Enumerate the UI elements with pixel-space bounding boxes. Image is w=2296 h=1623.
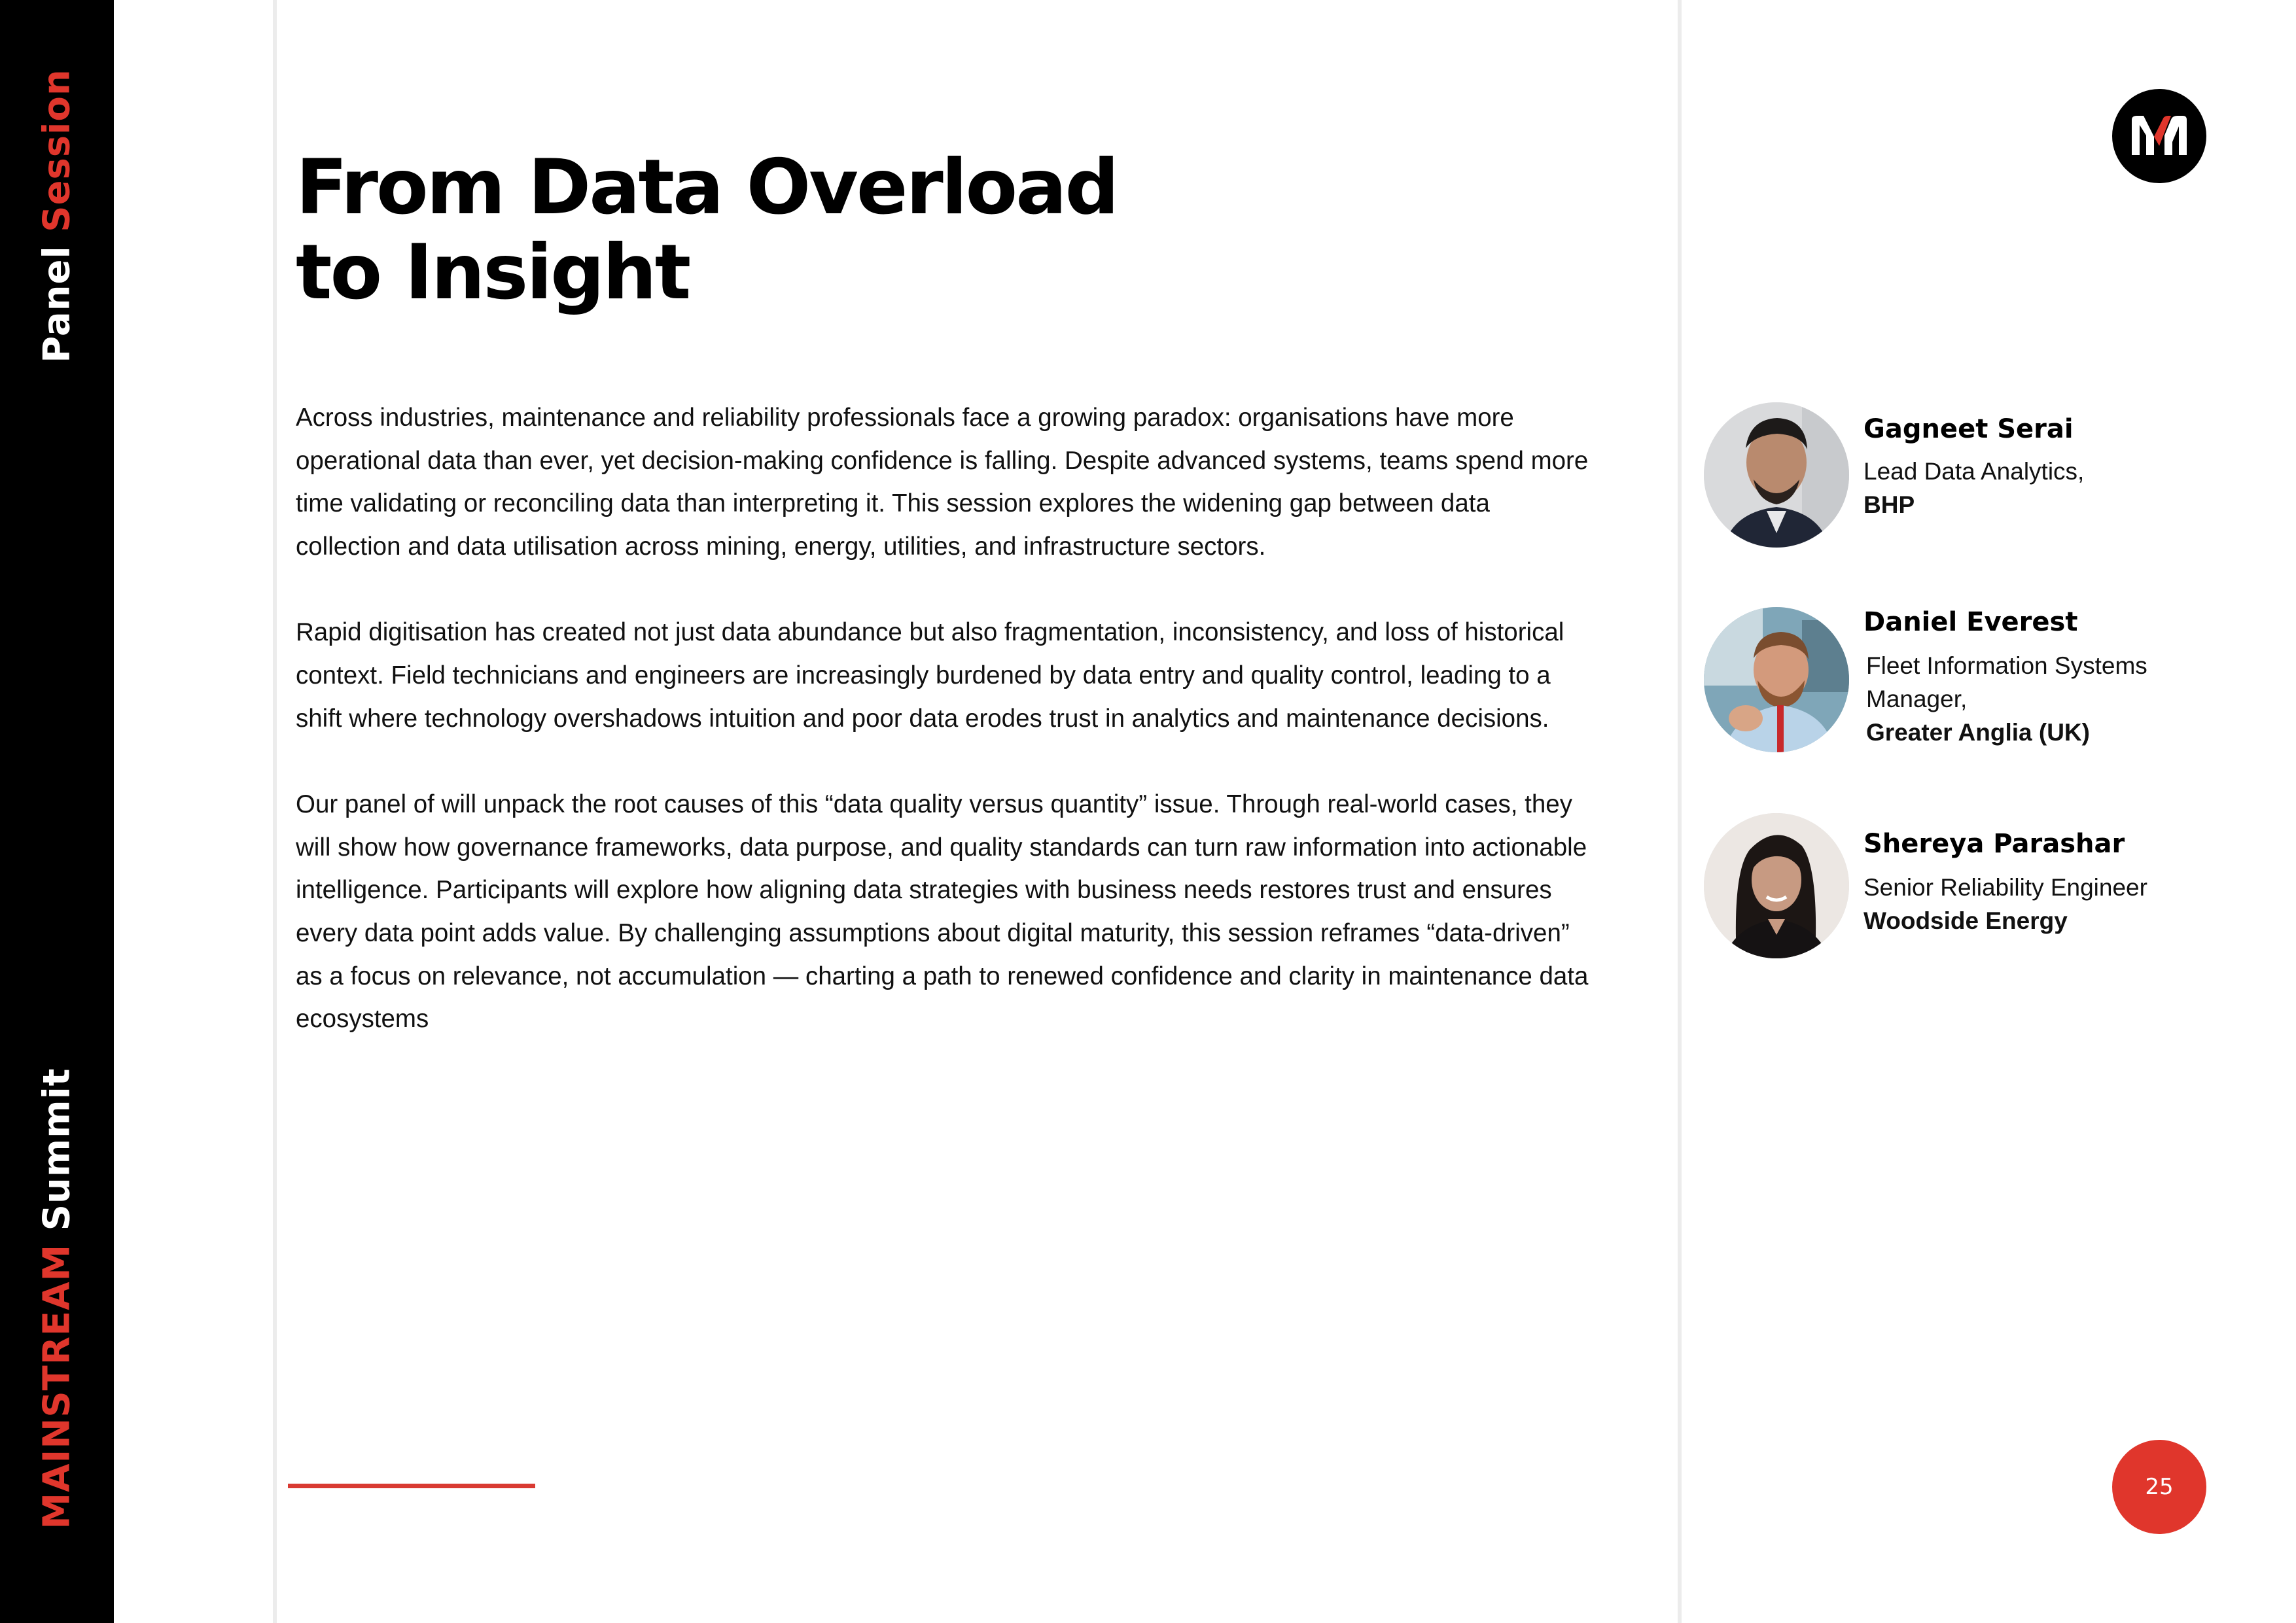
sidebar-mainstream-word: MAINSTREAM [35,1244,79,1529]
sidebar-session-word: Session [35,69,79,232]
speaker-name: Shereya Parashar [1863,829,2125,859]
speaker-card [1704,607,2227,758]
title-line-2: to Insight [296,228,690,317]
title-line-1: From Data Overload [296,143,1118,232]
paragraph-1: Across industries, maintenance and reliability professionals face a growing paradox: organisations have more operational data than ever, yet decision-making confidence is falling. Despite advanced systems, teams spend more time validating or reconciling data than interpreting it. This session explores the widening gap between data collection and data utilisation across mining, energy, utilities, and infrastructure sectors. [296,404,1589,561]
speaker-details [1863,871,2230,937]
sidebar-summit-word: Summit [35,1068,79,1231]
sidebar-panel-word: Panel [35,245,79,363]
right-divider [1678,0,1682,1623]
avatar [1704,813,1849,958]
speaker-name: Gagneet Serai [1863,414,2074,444]
avatar [1704,607,1849,752]
speaker-card [1704,813,2227,964]
page-number: 25 [2145,1474,2174,1500]
speaker-name: Daniel Everest [1863,607,2078,637]
mainstream-logo-icon [2112,89,2206,183]
speaker-organisation: BHP [1863,491,1915,518]
paragraph-2: Rapid digitisation has created not just data abundance but also fragmentation, inconsistency, and loss of historical context. Field technicians and engineers are increasingly burdened by data entry and quality control, leading to a shift where technology overshadows intuition and poor data erodes trust in analytics and maintenance decisions. [296,618,1564,733]
speaker-role: Fleet Information Systems Manager, [1866,652,2147,712]
session-description [296,396,1595,1084]
speaker-organisation: Woodside Energy [1863,907,2068,934]
speaker-organisation: Greater Anglia (UK) [1866,719,2090,746]
speaker-card [1704,402,2227,553]
paragraph-3: Our panel of will unpack the root causes of this “data quality versus quantity” issue. Through real-world cases, they will show how governance frameworks, data purpose, and quality standards can turn raw information into actionable intelligence. Participants will explore how aligning data strategies with business needs restores trust and ensures every data point adds value. By challenging assumptions about digital maturity, this session reframes “data-driven” as a focus on relevance, not accumulation — charting a path to renewed confidence and clarity in maintenance data ecosystems [296,790,1589,1034]
page-title [296,145,1118,315]
speaker-role: Lead Data Analytics, [1863,458,2085,485]
sidebar-brand-label [36,1068,79,1529]
page-number-badge [2112,1440,2206,1534]
accent-rule [288,1484,535,1488]
speaker-details [1866,649,2233,749]
speaker-role: Senior Reliability Engineer [1863,874,2147,901]
avatar [1704,402,1849,548]
left-divider [273,0,277,1623]
speaker-details [1863,455,2230,521]
sidebar-session-label [36,69,79,362]
sidebar [0,0,114,1623]
